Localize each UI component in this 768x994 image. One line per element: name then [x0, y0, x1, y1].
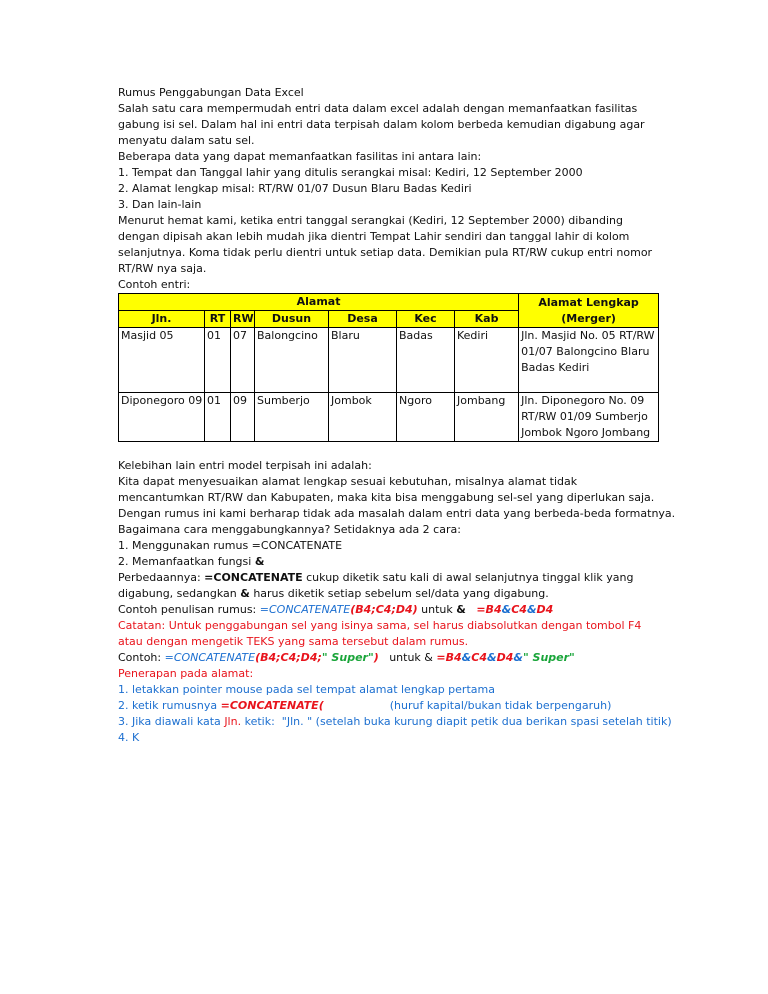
advantage-heading: Kelebihan lain entri model terpisah ini adalah:	[118, 459, 372, 472]
col-header-jln: Jln.	[119, 311, 205, 328]
document-page	[118, 85, 676, 746]
ex1-f-d4: D4	[536, 603, 554, 616]
intro-list-item-1: 1. Tempat dan Tanggal lahir yang ditulis serangkai misal: Kediri, 12 September 2000	[118, 166, 583, 179]
diff-mid: cukup diketik satu kali di awal selanjutnya tinggal klik yang digabung, sedangkan	[118, 571, 634, 600]
ex1-f-b4: =B4	[476, 603, 502, 616]
cell-dusun: Balongcino	[255, 328, 329, 393]
ex2-f-d4: D4	[496, 651, 514, 664]
method-2-amp: &	[254, 555, 265, 568]
merged-address-header	[519, 294, 659, 328]
cell-desa: Jombok	[329, 393, 397, 442]
ex2-f-c4: C4	[471, 651, 487, 664]
cell-kab: Kediri	[455, 328, 519, 393]
step-3	[118, 714, 672, 730]
intro-list-item-3: 3. Dan lain-lain	[118, 198, 202, 211]
cell-merged-address: Jln. Masjid No. 05 RT/RW 01/07 Balongcino Blaru Badas Kediri	[519, 328, 659, 393]
difference-paragraph	[118, 570, 658, 602]
step-1: 1. letakkan pointer mouse pada sel tempat alamat lengkap pertama	[118, 683, 495, 696]
diff-amp: &	[240, 587, 250, 600]
doc-title: Rumus Penggabungan Data Excel	[118, 86, 304, 99]
advantage-paragraph: Kita dapat menyesuaikan alamat lengkap sesuai kebutuhan, misalnya alamat tidak mencantumkan RT/RW dan Kabupaten, maka kita bisa menggabung sel-sel yang diperlukan saja.	[118, 475, 655, 504]
application-heading: Penerapan pada alamat:	[118, 667, 254, 680]
cell-jln: Diponegoro 09	[119, 393, 205, 442]
example-heading: Contoh entri:	[118, 278, 191, 291]
ex2-amp-3: &	[513, 651, 523, 664]
step-3-word: Jln.	[224, 715, 242, 728]
ex1-args: (B4;C4;D4)	[350, 603, 418, 616]
step-3-text: 3. Jika diawali kata	[118, 715, 225, 728]
ex2-super: " Super"	[321, 651, 374, 664]
ex2-amp-2: &	[486, 651, 497, 664]
cell-kec: Ngoro	[397, 393, 455, 442]
step-3-instruction: ketik: "Jln. " (setelah buka kurung diapit petik dua berikan spasi setelah titik)	[241, 715, 672, 728]
cell-kec: Badas	[397, 328, 455, 393]
cell-merged-address: Jln. Diponegoro No. 09 RT/RW 01/09 Sumberjo Jombok Ngoro Jombang	[519, 393, 659, 442]
ex2-label: Contoh:	[118, 651, 165, 664]
ex2-concat: =CONCATENATE	[164, 651, 256, 664]
col-header-kab: Kab	[455, 311, 519, 328]
ex1-untuk: untuk	[417, 603, 457, 616]
intro-paragraph: Salah satu cara mempermudah entri data dalam excel adalah dengan memanfaatkan fasilitas gabung isi sel. Dalam hal ini entri data terpisah dalam kolom berbeda kemudian digabung agar menyatu dalam satu sel.	[118, 102, 645, 147]
diff-prefix: Perbedaannya:	[118, 571, 205, 584]
ex1-spacer	[466, 603, 477, 616]
intro-list-heading: Beberapa data yang dapat memanfaatkan fasilitas ini antara lain:	[118, 150, 482, 163]
cell-jln: Masjid 05	[119, 328, 205, 393]
ex1-concat: =CONCATENATE	[259, 603, 351, 616]
ex1-f-c4: C4	[511, 603, 527, 616]
method-2	[118, 554, 658, 570]
cell-kab: Jombang	[455, 393, 519, 442]
step-2-text: 2. ketik rumusnya	[118, 699, 221, 712]
ex1-label: Contoh penulisan rumus:	[118, 603, 260, 616]
formula-example-1	[118, 602, 658, 618]
col-header-rw: RW	[231, 311, 255, 328]
ex2-amp-1: &	[461, 651, 472, 664]
ex1-amp-1: &	[501, 603, 512, 616]
ex2-super-2: " Super"	[522, 651, 575, 664]
table-row	[119, 328, 659, 393]
cell-rw: 07	[231, 328, 255, 393]
example-table-wrap	[118, 293, 658, 442]
diff-end: harus diketik setiap sebelum sel/data yang digabung.	[249, 587, 549, 600]
ex2-args: (B4;C4;D4;	[255, 651, 322, 664]
cell-dusun: Sumberjo	[255, 393, 329, 442]
ex1-amp: &	[456, 603, 466, 616]
merged-header-line1: Alamat Lengkap	[538, 295, 639, 309]
method-2-text: 2. Memanfaatkan fungsi	[118, 555, 255, 568]
ex2-f-b4: =B4	[436, 651, 462, 664]
cell-desa: Blaru	[329, 328, 397, 393]
col-header-rt: RT	[205, 311, 231, 328]
intro-list-item-2: 2. Alamat lengkap misal: RT/RW 01/07 Dusun Blaru Badas Kediri	[118, 182, 472, 195]
diff-concat: =CONCATENATE	[204, 571, 303, 584]
hope-line: Dengan rumus ini kami berharap tidak ada masalah dalam entri data yang berbeda-beda formatnya.	[118, 507, 676, 520]
formula-example-2	[118, 650, 658, 666]
step-4: 4. K	[118, 731, 140, 744]
cell-rw: 09	[231, 393, 255, 442]
col-header-dusun: Dusun	[255, 311, 329, 328]
ex1-amp-2: &	[526, 603, 537, 616]
ex2-close: )	[373, 651, 379, 664]
merged-header-line2: (Merger)	[561, 311, 616, 325]
col-header-kec: Kec	[397, 311, 455, 328]
cell-rt: 01	[205, 393, 231, 442]
address-group-header: Alamat	[119, 294, 519, 311]
intro-recommendation: Menurut hemat kami, ketika entri tanggal serangkai (Kediri, 12 September 2000) dibanding dengan dipisah akan lebih mudah jika dientri Tempat Lahir sendiri dan tanggal lahir di kolom selanjutnya. Koma tidak perlu dientri untuk setiap data. Demikian pula RT/RW cukup entri nomor RT/RW nya saja.	[118, 214, 653, 275]
table-row	[119, 393, 659, 442]
col-header-desa: Desa	[329, 311, 397, 328]
address-table	[118, 293, 659, 442]
method-1: 1. Menggunakan rumus =CONCATENATE	[118, 539, 343, 552]
step-2	[118, 698, 658, 714]
step-2-hint: (huruf kapital/bukan tidak berpengaruh)	[389, 699, 612, 712]
step-2-formula: =CONCATENATE(	[220, 699, 324, 712]
cell-rt: 01	[205, 328, 231, 393]
methods-heading: Bagaimana cara menggabungkannya? Setidaknya ada 2 cara:	[118, 523, 461, 536]
ex2-untuk: untuk &	[378, 651, 437, 664]
note-paragraph: Catatan: Untuk penggabungan sel yang isinya sama, sel harus diabsolutkan dengan tombol F4 atau dengan mengetik TEKS yang sama tersebut dalam rumus.	[118, 619, 642, 648]
spacer	[118, 442, 658, 458]
